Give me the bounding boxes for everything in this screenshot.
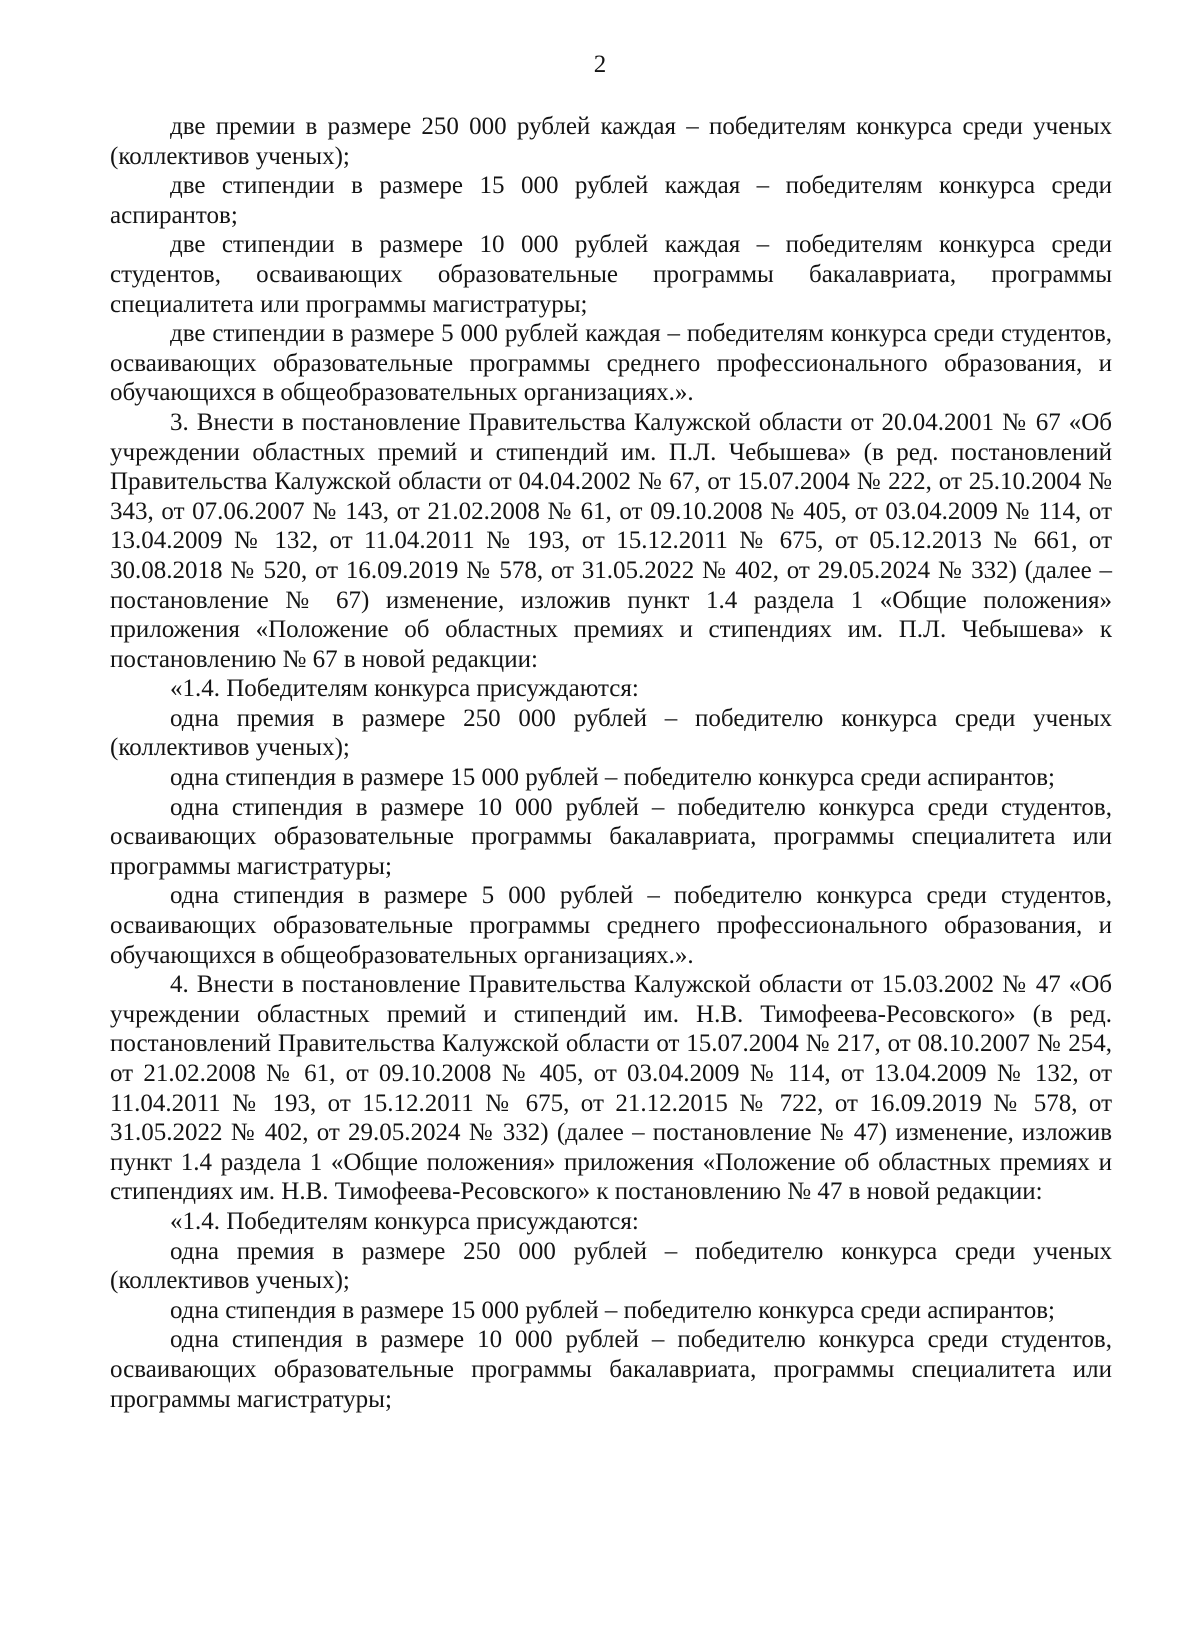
paragraph-item-4: 4. Внести в постановление Правительства Калужской области от 15.03.2002 № 47 «Об учреждении областных премий и стипендий им. Н.В. Тимофеева-Ресовского» (в ред. постановлений Правительства Калужской области от 15.07.2004 № 217, от 08.10.2007 № 254, от 21.02.2008 № 61, от 09.10.2008 № 405, от 03.04.2009 № 114, от 13.04.2009 № 132, от 11.04.2011 № 193, от 15.12.2011 № 675, от 21.12.2015 № 722, от 16.09.2019 № 578, от 31.05.2022 № 402, от 29.05.2024 № 332) (далее – постановление № 47) изменение, изложив пункт 1.4 раздела 1 «Общие положения» приложения «Положение об областных премиях и стипендиях им. Н.В. Тимофеева-Ресовского» к постановлению № 47 в новой редакции:: [110, 971, 1112, 1206]
paragraph-item-3: 3. Внести в постановление Правительства Калужской области от 20.04.2001 № 67 «Об учреждении областных премий и стипендий им. П.Л. Чебышева» (в ред. постановлений Правительства Калужской области от 04.04.2002 № 67, от 15.07.2004 № 222, от 25.10.2004 № 343, от 07.06.2007 № 143, от 21.02.2008 № 61, от 09.10.2008 № 405, от 03.04.2009 № 114, от 13.04.2009 № 132, от 11.04.2011 № 193, от 15.12.2011 № 675, от 05.12.2013 № 661, от 30.08.2018 № 520, от 16.09.2019 № 578, от 31.05.2022 № 402, от 29.05.2024 № 332) (далее – постановление № 67) изменение, изложив пункт 1.4 раздела 1 «Общие положения» приложения «Положение об областных премиях и стипендиях им. П.Л. Чебышева» к постановлению № 67 в новой редакции:: [110, 408, 1112, 673]
page-number: 2: [593, 51, 607, 78]
document-body: [110, 112, 1112, 1414]
paragraph-stipend-postgrad: одна стипендия в размере 15 000 рублей – победителю конкурса среди аспирантов;: [170, 1296, 1055, 1324]
paragraph-stipend-students-secondary: одна стипендия в размере 5 000 рублей – победителю конкурса среди студентов, осваивающих образовательные программы среднего профессионального образования, и обучающихся в общеобразовательных организациях.».: [110, 882, 1112, 969]
paragraph-stipend-students-secondary: две стипендии в размере 5 000 рублей каждая – победителям конкурса среди студентов, осваивающих образовательные программы среднего профессионального образования, и обучающихся в общеобразовательных организациях.».: [110, 320, 1112, 407]
paragraph-stipend-postgrad: одна стипендия в размере 15 000 рублей – победителю конкурса среди аспирантов;: [170, 764, 1055, 792]
paragraph-premii-scientists: две премии в размере 250 000 рублей каждая – победителям конкурса среди ученых (коллективов ученых);: [110, 113, 1112, 170]
paragraph-stipend-postgrad: две стипендии в размере 15 000 рублей каждая – победителям конкурса среди аспирантов;: [110, 172, 1112, 229]
paragraph-1-4-heading: «1.4. Победителям конкурса присуждаются:: [170, 675, 639, 703]
paragraph-premia-scientists: одна премия в размере 250 000 рублей – победителю конкурса среди ученых (коллективов ученых);: [110, 704, 1112, 762]
paragraph-stipend-students-higher: одна стипендия в размере 10 000 рублей – победителю конкурса среди студентов, осваивающих образовательные программы бакалавриата, программы специалитета или программы магистратуры;: [110, 793, 1112, 880]
paragraph-stipend-students-higher: одна стипендия в размере 10 000 рублей – победителю конкурса среди студентов, осваивающих образовательные программы бакалавриата, программы специалитета или программы магистратуры;: [110, 1326, 1112, 1413]
paragraph-premia-scientists: одна премия в размере 250 000 рублей – победителю конкурса среди ученых (коллективов ученых);: [110, 1237, 1112, 1295]
paragraph-1-4-heading: «1.4. Победителям конкурса присуждаются:: [170, 1207, 639, 1235]
paragraph-stipend-students-higher: две стипендии в размере 10 000 рублей каждая – победителям конкурса среди студентов, осваивающих образовательные программы бакалавриата, программы специалитета или программы магистратуры;: [110, 231, 1112, 318]
